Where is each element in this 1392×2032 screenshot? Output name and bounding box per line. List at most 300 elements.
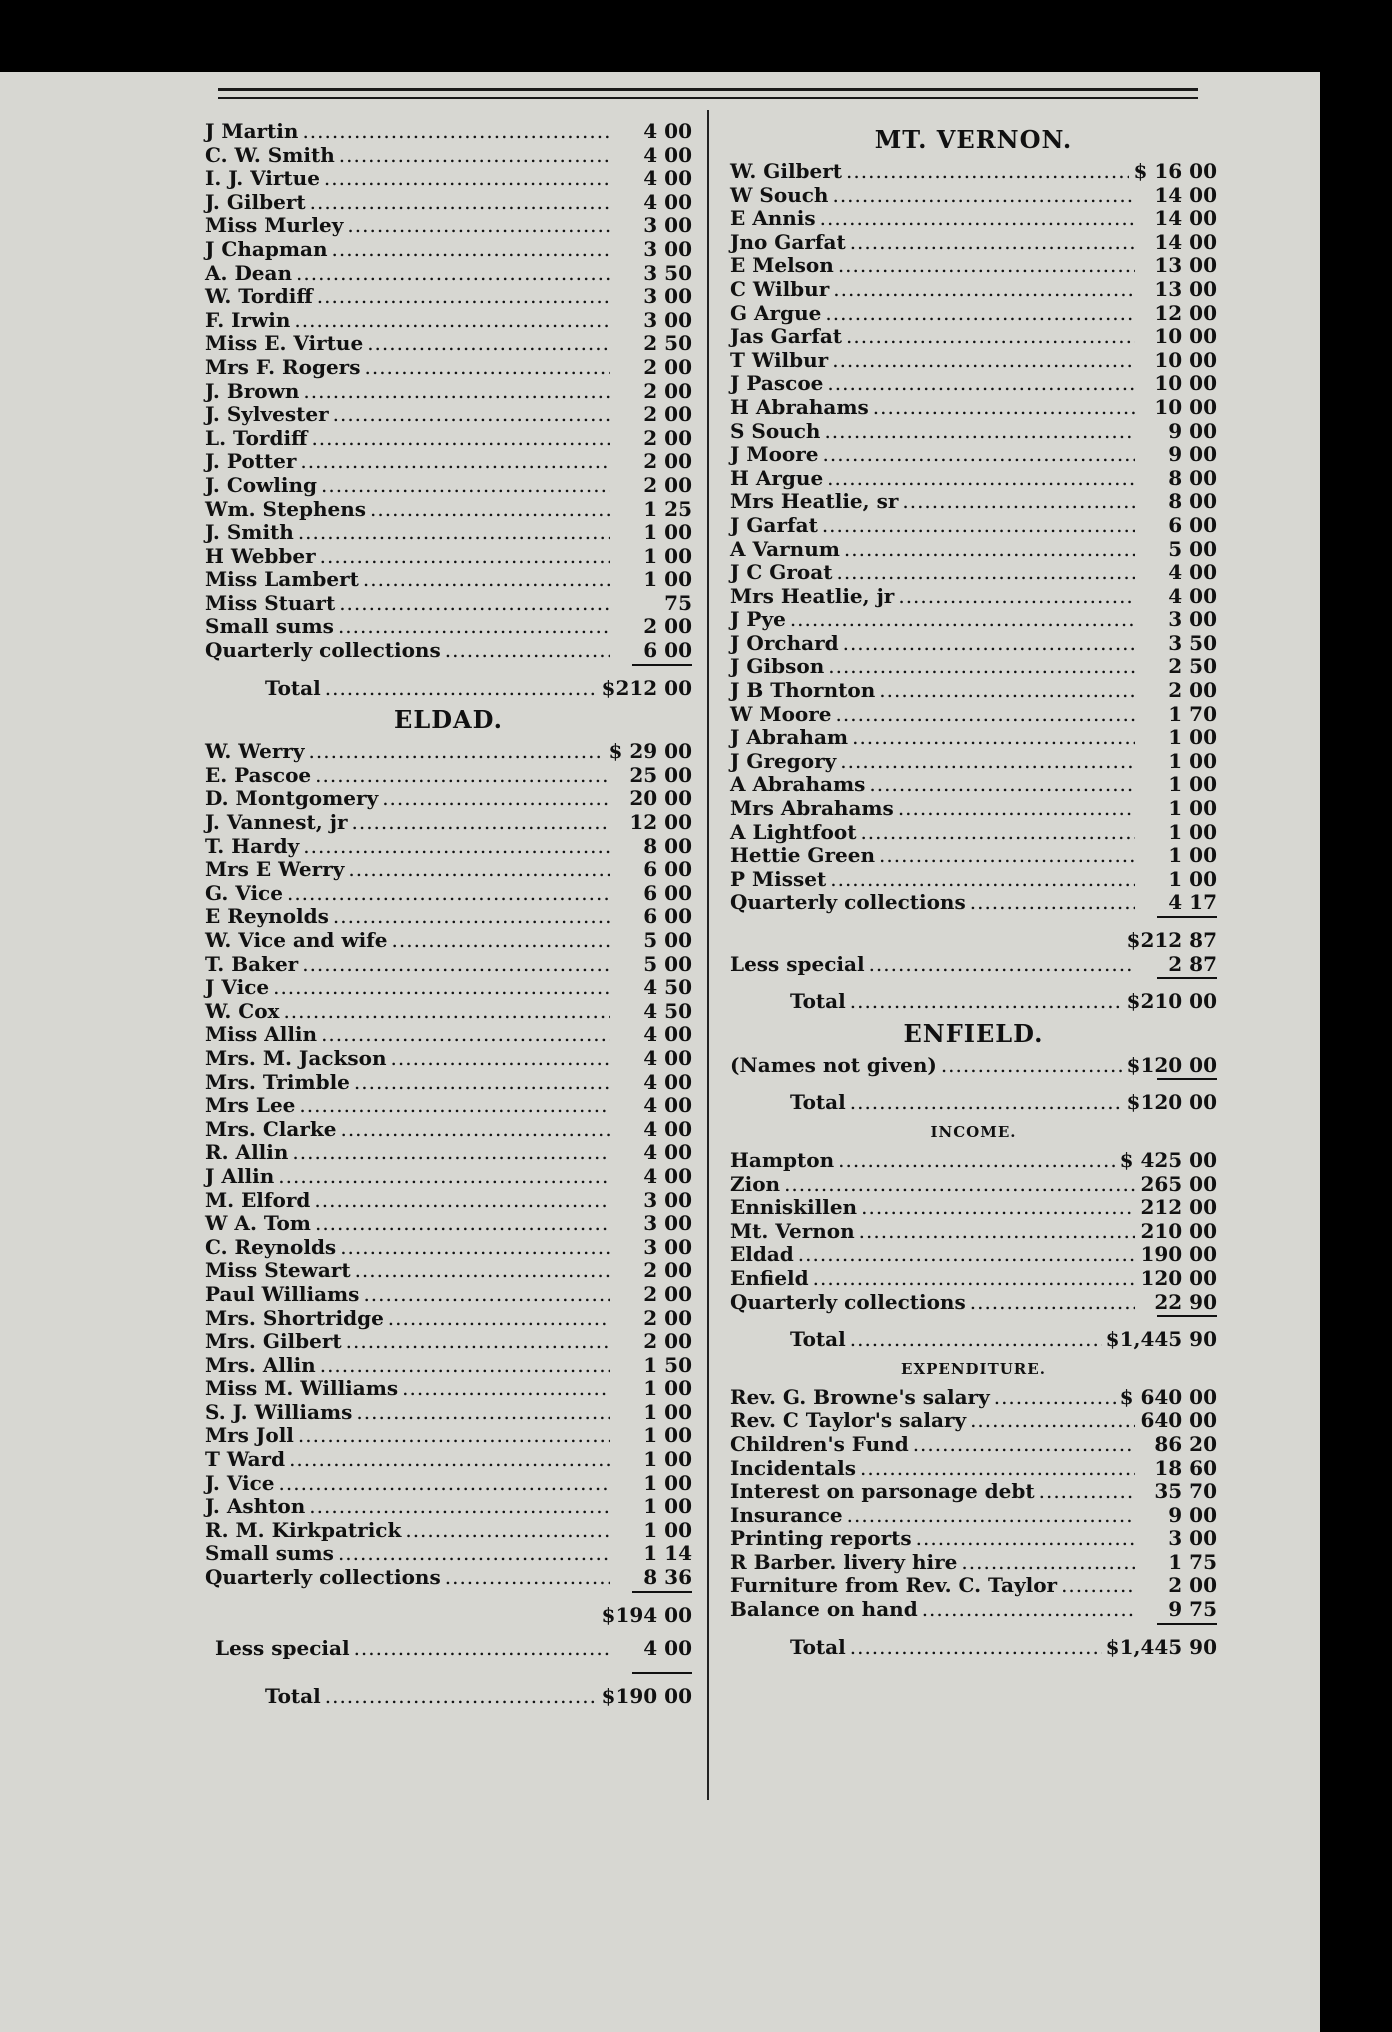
entry-amount: $ 425 00 bbox=[1119, 1147, 1217, 1172]
entry-name: C Wilbur bbox=[730, 276, 830, 301]
entry-amount: 9 00 bbox=[1168, 418, 1217, 443]
list-item bbox=[205, 238, 692, 262]
list-item bbox=[730, 1480, 1217, 1504]
list-item bbox=[205, 1189, 692, 1213]
entry-amount: 4 00 bbox=[643, 189, 692, 214]
section-heading-mt-vernon: MT. VERNON. bbox=[874, 125, 1073, 154]
entry-amount: 5 00 bbox=[643, 928, 692, 952]
less-special-label: Less special bbox=[215, 1636, 350, 1661]
list-item bbox=[205, 787, 692, 811]
section-heading-income: INCOME. bbox=[930, 1122, 1017, 1141]
list-item bbox=[730, 514, 1217, 538]
entry-amount: 4 50 bbox=[643, 975, 692, 1000]
list-item bbox=[205, 1448, 692, 1472]
entry-amount: 8 36 bbox=[643, 1565, 692, 1590]
entry-amount: 1 75 bbox=[1168, 1549, 1217, 1574]
entry-name: H Argue bbox=[730, 465, 824, 490]
entry-name: J Garfat bbox=[730, 512, 818, 537]
less-special-amount: 4 00 bbox=[643, 1636, 692, 1661]
list-item bbox=[205, 1023, 692, 1047]
entry-name: D. Montgomery bbox=[205, 786, 379, 811]
list-item bbox=[205, 120, 692, 144]
list-item bbox=[205, 905, 692, 929]
entry-amount: $ 640 00 bbox=[1119, 1384, 1217, 1409]
list-item bbox=[205, 1377, 692, 1401]
entry-name: J. Smith bbox=[205, 520, 294, 545]
list-item bbox=[205, 545, 692, 569]
list-item bbox=[730, 184, 1217, 208]
list-item bbox=[205, 1118, 692, 1142]
entry-amount: 22 90 bbox=[1154, 1289, 1217, 1314]
list-item bbox=[730, 585, 1217, 609]
entry-name: J. Ashton bbox=[205, 1494, 306, 1519]
entry-amount: 14 00 bbox=[1154, 206, 1217, 231]
list-item bbox=[730, 1409, 1217, 1433]
total-label: Total bbox=[790, 1090, 846, 1115]
entry-name: Mrs Lee bbox=[205, 1093, 296, 1118]
left-column bbox=[205, 120, 692, 1708]
entry-amount: 3 00 bbox=[643, 1234, 692, 1259]
list-item bbox=[730, 1054, 1217, 1078]
list-item bbox=[205, 568, 692, 592]
entry-amount: 265 00 bbox=[1140, 1171, 1217, 1196]
entry-amount: 10 00 bbox=[1154, 394, 1217, 419]
entry-amount: 18 60 bbox=[1154, 1455, 1217, 1480]
list-item bbox=[205, 764, 692, 788]
total-amount: $120 00 bbox=[1126, 1090, 1217, 1115]
list-item bbox=[205, 1165, 692, 1189]
entry-name: R. M. Kirkpatrick bbox=[205, 1517, 402, 1542]
entry-amount: $ 16 00 bbox=[1133, 159, 1217, 183]
list-item bbox=[730, 207, 1217, 231]
entry-amount: 2 00 bbox=[643, 472, 692, 497]
entry-amount: 25 00 bbox=[629, 762, 692, 787]
entry-amount: 4 00 bbox=[643, 1093, 692, 1118]
list-item bbox=[730, 160, 1217, 184]
list-item bbox=[730, 1598, 1217, 1622]
entry-amount: $ 29 00 bbox=[608, 739, 692, 764]
list-item bbox=[205, 1519, 692, 1543]
list-item bbox=[205, 1472, 692, 1496]
list-item bbox=[205, 811, 692, 835]
list-item bbox=[730, 278, 1217, 302]
sum-rule bbox=[730, 915, 1217, 919]
entry-amount: 640 00 bbox=[1140, 1408, 1217, 1433]
list-item bbox=[205, 1401, 692, 1425]
entry-name: Quarterly collections bbox=[730, 890, 966, 915]
entry-amount: 210 00 bbox=[1140, 1218, 1217, 1243]
list-item bbox=[730, 254, 1217, 278]
list-item bbox=[730, 325, 1217, 349]
total-row bbox=[730, 990, 1217, 1014]
list-item bbox=[730, 750, 1217, 774]
entry-amount: 3 00 bbox=[643, 213, 692, 238]
entry-name: J B Thornton bbox=[730, 678, 876, 703]
entry-amount: 1 00 bbox=[643, 1517, 692, 1542]
entry-name: J Pascoe bbox=[730, 371, 824, 396]
list-item bbox=[205, 1307, 692, 1331]
list-item bbox=[730, 1551, 1217, 1575]
entry-amount: 4 00 bbox=[643, 1116, 692, 1141]
list-item bbox=[205, 144, 692, 168]
entry-amount: 1 14 bbox=[643, 1541, 692, 1566]
entry-name: Mrs. Shortridge bbox=[205, 1305, 384, 1330]
list-item bbox=[730, 608, 1217, 632]
entry-name: T. Baker bbox=[205, 951, 299, 976]
list-item bbox=[730, 844, 1217, 868]
list-item bbox=[730, 396, 1217, 420]
list-item bbox=[730, 349, 1217, 373]
entry-name: Miss Lambert bbox=[205, 567, 359, 592]
list-item bbox=[205, 285, 692, 309]
list-item bbox=[730, 703, 1217, 727]
entry-amount: 13 00 bbox=[1154, 253, 1217, 278]
sum-rule bbox=[730, 1077, 1217, 1081]
right-column bbox=[730, 120, 1217, 1659]
list-item bbox=[205, 1094, 692, 1118]
entry-name: R Barber. livery hire bbox=[730, 1549, 958, 1574]
entry-name: Mrs. Clarke bbox=[205, 1116, 337, 1141]
entry-amount: 4 00 bbox=[643, 1163, 692, 1188]
subtotal-amount: $212 87 bbox=[1126, 928, 1217, 952]
entry-name: Jno Garfat bbox=[730, 229, 846, 254]
entry-name: G. Vice bbox=[205, 880, 283, 905]
entry-amount: 1 00 bbox=[1168, 772, 1217, 797]
entry-name: J Abraham bbox=[730, 725, 849, 750]
entry-amount: 190 00 bbox=[1140, 1242, 1217, 1267]
list-item bbox=[205, 1071, 692, 1095]
entry-name: J. Brown bbox=[205, 378, 300, 403]
entry-name: Quarterly collections bbox=[205, 638, 441, 663]
entry-name: J Pye bbox=[730, 607, 786, 632]
list-item bbox=[205, 309, 692, 333]
entry-name: Miss M. Williams bbox=[205, 1376, 399, 1401]
entry-name: Children's Fund bbox=[730, 1431, 909, 1456]
list-item bbox=[205, 167, 692, 191]
entry-amount: 3 00 bbox=[643, 236, 692, 261]
entry-name: A Varnum bbox=[730, 536, 840, 561]
entry-amount: 10 00 bbox=[1154, 347, 1217, 372]
entry-name: C. W. Smith bbox=[205, 142, 335, 167]
entry-amount: 4 00 bbox=[643, 142, 692, 167]
entry-name: Small sums bbox=[205, 1541, 334, 1566]
entry-amount: 86 20 bbox=[1154, 1431, 1217, 1456]
entry-amount: 10 00 bbox=[1154, 324, 1217, 349]
list-item bbox=[205, 1000, 692, 1024]
list-item bbox=[730, 561, 1217, 585]
entry-name: Miss Murley bbox=[205, 213, 344, 238]
entry-name: E. Pascoe bbox=[205, 762, 312, 787]
entry-name: R. Allin bbox=[205, 1140, 289, 1165]
entry-amount: 212 00 bbox=[1140, 1195, 1217, 1220]
list-item bbox=[730, 467, 1217, 491]
entry-name: Jas Garfat bbox=[730, 324, 843, 349]
entry-name: Paul Williams bbox=[205, 1281, 360, 1306]
list-item bbox=[730, 231, 1217, 255]
entry-amount: 4 00 bbox=[643, 1069, 692, 1094]
total-label: Total bbox=[790, 989, 846, 1014]
entry-name: F. Irwin bbox=[205, 307, 291, 332]
entry-name: A. Dean bbox=[205, 260, 293, 285]
entry-name: (Names not given) bbox=[730, 1052, 937, 1077]
entry-amount: 3 50 bbox=[643, 260, 692, 285]
entry-name: W Moore bbox=[730, 701, 832, 726]
entry-name: E Melson bbox=[730, 253, 834, 278]
entry-amount: 9 00 bbox=[1168, 442, 1217, 467]
entry-amount: 1 00 bbox=[643, 567, 692, 592]
list-item bbox=[205, 1283, 692, 1307]
list-item bbox=[205, 740, 692, 764]
entry-name: W. Tordiff bbox=[205, 284, 313, 309]
entry-name: J. Potter bbox=[205, 449, 297, 474]
list-item bbox=[205, 521, 692, 545]
entry-name: Rev. C Taylor's salary bbox=[730, 1408, 967, 1433]
entry-name: T Wilbur bbox=[730, 347, 829, 372]
entry-name: Miss Stewart bbox=[205, 1258, 351, 1283]
list-item bbox=[730, 773, 1217, 797]
list-item bbox=[730, 420, 1217, 444]
list-item bbox=[730, 655, 1217, 679]
entry-amount: 20 00 bbox=[629, 786, 692, 811]
entry-amount: 2 00 bbox=[643, 1305, 692, 1330]
list-item bbox=[730, 868, 1217, 892]
list-item bbox=[730, 490, 1217, 514]
entry-amount: 9 75 bbox=[1168, 1597, 1217, 1622]
entry-name: Miss E. Virtue bbox=[205, 331, 364, 356]
list-item bbox=[730, 1291, 1217, 1315]
entry-amount: 6 00 bbox=[643, 857, 692, 882]
list-item bbox=[730, 821, 1217, 845]
entry-name: Zion bbox=[730, 1171, 781, 1196]
entry-amount: 4 00 bbox=[1168, 583, 1217, 608]
entry-amount: 4 50 bbox=[643, 998, 692, 1023]
total-label: Total bbox=[265, 1683, 321, 1708]
list-item bbox=[730, 1527, 1217, 1551]
column-divider bbox=[707, 110, 709, 1800]
list-item bbox=[205, 639, 692, 663]
entry-name: W. Cox bbox=[205, 998, 280, 1023]
list-item bbox=[205, 882, 692, 906]
entry-name: W. Werry bbox=[205, 739, 305, 764]
entry-name: Mrs. M. Jackson bbox=[205, 1045, 387, 1070]
entry-amount: 1 00 bbox=[1168, 748, 1217, 773]
entry-amount: 1 00 bbox=[643, 1423, 692, 1448]
entry-amount: 2 00 bbox=[643, 449, 692, 474]
list-item bbox=[730, 1243, 1217, 1267]
entry-amount: 4 00 bbox=[1168, 560, 1217, 585]
total-label: Total bbox=[790, 1634, 846, 1659]
entry-amount: 1 50 bbox=[643, 1352, 692, 1377]
entry-amount: 1 00 bbox=[643, 1470, 692, 1495]
entry-name: M. Elford bbox=[205, 1187, 311, 1212]
entry-amount: 1 00 bbox=[643, 543, 692, 568]
entry-amount: 3 00 bbox=[1168, 607, 1217, 632]
entry-name: Mrs F. Rogers bbox=[205, 354, 361, 379]
entry-name: Mrs E Werry bbox=[205, 857, 345, 882]
list-item bbox=[730, 726, 1217, 750]
entry-name: T Ward bbox=[205, 1447, 286, 1472]
entry-amount: 2 00 bbox=[1168, 678, 1217, 703]
list-item bbox=[205, 1212, 692, 1236]
entry-amount: 1 70 bbox=[1168, 701, 1217, 726]
sum-rule bbox=[205, 1590, 692, 1594]
entry-name: L. Tordiff bbox=[205, 425, 308, 450]
entry-name: Mrs. Gilbert bbox=[205, 1329, 342, 1354]
total-row bbox=[205, 1685, 692, 1709]
entry-name: Mrs. Allin bbox=[205, 1352, 316, 1377]
entry-amount: 10 00 bbox=[1154, 371, 1217, 396]
entry-name: Mt. Vernon bbox=[730, 1218, 855, 1243]
entry-name: J Vice bbox=[205, 975, 270, 1000]
entry-name: W A. Tom bbox=[205, 1211, 311, 1236]
list-item bbox=[205, 1259, 692, 1283]
list-item bbox=[205, 356, 692, 380]
list-item bbox=[730, 538, 1217, 562]
entry-name: Interest on parsonage debt bbox=[730, 1479, 1035, 1504]
entry-amount: 2 00 bbox=[643, 402, 692, 427]
entry-amount: $120 00 bbox=[1126, 1052, 1217, 1077]
entry-amount: 1 00 bbox=[643, 1399, 692, 1424]
entry-amount: 75 bbox=[664, 590, 692, 615]
entry-amount: 2 00 bbox=[643, 425, 692, 450]
list-item bbox=[730, 372, 1217, 396]
entry-name: H Abrahams bbox=[730, 394, 869, 419]
entry-name: Enfield bbox=[730, 1265, 809, 1290]
list-item bbox=[205, 929, 692, 953]
entry-name: Furniture from Rev. C. Taylor bbox=[730, 1573, 1058, 1598]
entry-name: J Orchard bbox=[730, 630, 839, 655]
list-item bbox=[205, 498, 692, 522]
entry-name: A Lightfoot bbox=[730, 819, 857, 844]
entry-name: J. Sylvester bbox=[205, 402, 329, 427]
list-item bbox=[205, 1047, 692, 1071]
list-item bbox=[730, 302, 1217, 326]
list-item bbox=[205, 332, 692, 356]
entry-name: H Webber bbox=[205, 543, 316, 568]
entry-name: J C Groat bbox=[730, 560, 833, 585]
entry-amount: 2 00 bbox=[1168, 1573, 1217, 1598]
list-item bbox=[205, 835, 692, 859]
entry-name: W Souch bbox=[730, 182, 829, 207]
entry-name: Mrs Joll bbox=[205, 1423, 294, 1448]
list-item bbox=[205, 615, 692, 639]
expenditure-list bbox=[730, 1386, 1217, 1622]
entry-name: Hampton bbox=[730, 1147, 835, 1172]
entry-name: E Annis bbox=[730, 206, 816, 231]
total-label: Total bbox=[265, 675, 321, 700]
mt-vernon-list bbox=[730, 160, 1217, 915]
sum-rule bbox=[730, 1622, 1217, 1626]
list-item bbox=[730, 1433, 1217, 1457]
entry-amount: 5 00 bbox=[643, 951, 692, 976]
entry-name: Miss Allin bbox=[205, 1022, 318, 1047]
entry-amount: 4 00 bbox=[643, 166, 692, 191]
list-item bbox=[205, 1495, 692, 1519]
list-item bbox=[730, 1504, 1217, 1528]
less-special-amount: 2 87 bbox=[1168, 951, 1217, 976]
list-item bbox=[205, 1542, 692, 1566]
entry-name: Incidentals bbox=[730, 1455, 856, 1480]
list-item bbox=[730, 1386, 1217, 1410]
entry-amount: 3 00 bbox=[643, 1211, 692, 1236]
entry-name: G Argue bbox=[730, 300, 822, 325]
list-item bbox=[205, 262, 692, 286]
entry-name: J Gibson bbox=[730, 654, 825, 679]
entry-amount: 8 00 bbox=[1168, 489, 1217, 514]
sum-rule bbox=[205, 663, 692, 667]
entry-name: E Reynolds bbox=[205, 904, 329, 929]
entry-amount: 4 00 bbox=[643, 119, 692, 143]
entry-name: Miss Stuart bbox=[205, 590, 336, 615]
list-item bbox=[205, 380, 692, 404]
list-item bbox=[205, 1236, 692, 1260]
list-item bbox=[730, 1173, 1217, 1197]
entry-amount: 8 00 bbox=[643, 833, 692, 858]
less-special-row bbox=[730, 953, 1217, 977]
entry-amount: 6 00 bbox=[1168, 512, 1217, 537]
list-item bbox=[205, 858, 692, 882]
list-item bbox=[205, 427, 692, 451]
entry-amount: 5 00 bbox=[1168, 536, 1217, 561]
entry-name: S Souch bbox=[730, 418, 821, 443]
total-amount: $212 00 bbox=[601, 675, 692, 700]
entry-name: Quarterly collections bbox=[730, 1289, 966, 1314]
entry-amount: 4 00 bbox=[643, 1022, 692, 1047]
entry-amount: 13 00 bbox=[1154, 276, 1217, 301]
entry-amount: 3 50 bbox=[1168, 630, 1217, 655]
entry-name: Quarterly collections bbox=[205, 1565, 441, 1590]
subtotal-amount: $194 00 bbox=[601, 1602, 692, 1627]
entry-amount: 2 00 bbox=[643, 1329, 692, 1354]
section-heading-eldad: ELDAD. bbox=[394, 705, 503, 735]
list-item bbox=[205, 191, 692, 215]
entry-amount: 35 70 bbox=[1154, 1479, 1217, 1504]
entry-amount: 1 00 bbox=[1168, 843, 1217, 868]
list-item bbox=[205, 592, 692, 616]
entry-amount: 12 00 bbox=[1154, 300, 1217, 325]
entry-name: A Abrahams bbox=[730, 772, 866, 797]
entry-name: Rev. G. Browne's salary bbox=[730, 1384, 990, 1409]
list-item bbox=[205, 976, 692, 1000]
entry-amount: 9 00 bbox=[1168, 1502, 1217, 1527]
entry-amount: 8 00 bbox=[1168, 465, 1217, 490]
entry-name: J Martin bbox=[205, 119, 299, 143]
total-row bbox=[730, 1636, 1217, 1660]
entry-name: Insurance bbox=[730, 1502, 843, 1527]
eldad-list bbox=[205, 740, 692, 1589]
list-item bbox=[205, 474, 692, 498]
entry-name: W. Gilbert bbox=[730, 159, 843, 183]
entry-amount: 12 00 bbox=[629, 810, 692, 835]
section-heading-enfield: ENFIELD. bbox=[903, 1018, 1044, 1048]
entry-amount: 2 00 bbox=[643, 614, 692, 639]
list-item bbox=[730, 632, 1217, 656]
entry-name: Mrs. Trimble bbox=[205, 1069, 350, 1094]
list-item bbox=[205, 1566, 692, 1590]
list-item bbox=[730, 1220, 1217, 1244]
entry-amount: 2 00 bbox=[643, 1258, 692, 1283]
entry-name: J. Vice bbox=[205, 1470, 275, 1495]
list-item bbox=[205, 214, 692, 238]
entry-amount: 2 00 bbox=[643, 354, 692, 379]
list-item bbox=[205, 1330, 692, 1354]
list-item bbox=[730, 1196, 1217, 1220]
total-row bbox=[205, 677, 692, 701]
entry-name: Balance on hand bbox=[730, 1597, 918, 1622]
entry-amount: 120 00 bbox=[1140, 1265, 1217, 1290]
entry-amount: 3 00 bbox=[1168, 1526, 1217, 1551]
entry-name: C. Reynolds bbox=[205, 1234, 337, 1259]
